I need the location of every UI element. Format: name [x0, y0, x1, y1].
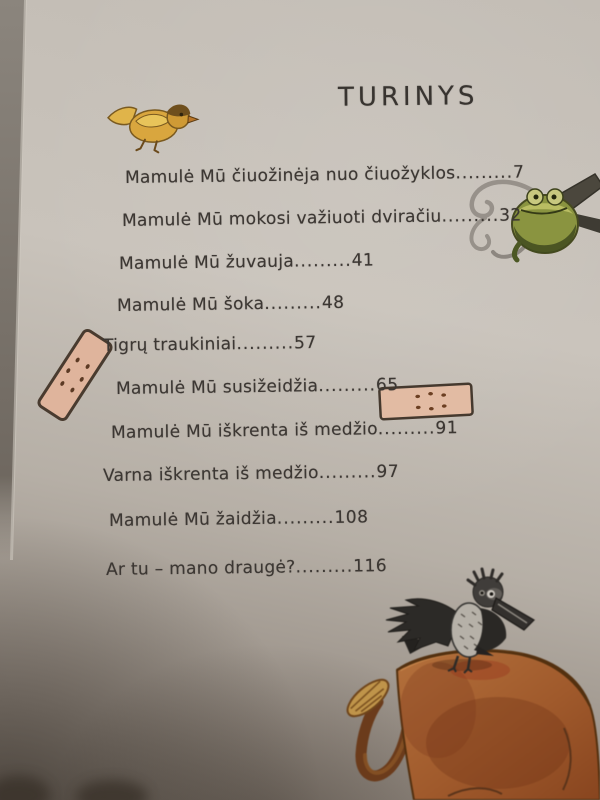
toc-entry-title: Varna iškrenta iš medžio: [102, 462, 319, 486]
toc-entry-page: 116: [353, 556, 388, 577]
toc-entry-title: Ar tu – mano draugė?: [105, 557, 296, 580]
leader-dots: .........: [293, 250, 352, 272]
crow-on-cow-illustration: [328, 558, 600, 800]
leader-dots: .........: [377, 418, 436, 440]
toc-entry-title: Mamulė Mū žaidžia: [108, 508, 277, 531]
toc-entry: [116, 375, 399, 399]
leader-dots: .........: [318, 375, 377, 397]
toc-entry: [111, 418, 458, 443]
cow-body: [397, 650, 600, 800]
toc-entry-title: Mamulė Mū čiuožinėja nuo čiuožyklos: [124, 163, 456, 188]
toc-entry-page: 91: [435, 418, 459, 439]
crow-left-wing: [386, 599, 461, 650]
toc-entry-page: 108: [334, 507, 369, 528]
leader-dots: .........: [276, 507, 335, 529]
leader-dots: .........: [295, 556, 354, 578]
leader-dots: .........: [441, 205, 500, 227]
toc-entry-title: Mamulė Mū iškrenta iš medžio: [110, 419, 378, 443]
chick-beak: [188, 116, 198, 124]
toc-entry-page: 97: [376, 461, 400, 483]
toc-entry-title: Mamulė Mū žuvauja: [118, 251, 295, 274]
chick-illustration: [100, 83, 203, 156]
toc-entry: [106, 556, 387, 580]
toc-entry-title: Mamulė Mū susižeidžia: [115, 376, 319, 399]
toc-entry-page: 7: [512, 162, 525, 183]
contents-title: TURINYS: [337, 81, 479, 113]
toc-entry: [103, 462, 399, 486]
toc-entry-page: 57: [293, 333, 317, 354]
toc-entry-title: Mamulė Mū šoka: [116, 293, 265, 316]
leader-dots: .........: [455, 162, 514, 184]
toc-entry-title: Mamulė Mū mokosi važiuoti dviračiu: [121, 206, 442, 231]
leader-dots: .........: [264, 293, 323, 314]
blurred-foreground-shape: [76, 780, 148, 800]
toc-entry-page: 32: [499, 205, 522, 226]
leader-dots: .........: [236, 333, 295, 355]
toc-entry-page: 48: [321, 292, 345, 314]
blurred-foreground-shape: [0, 776, 50, 800]
leader-dots: .........: [318, 462, 377, 483]
toc-entry: [117, 293, 345, 316]
toc-entry-page: 65: [375, 375, 399, 396]
toc-entry-page: 41: [351, 250, 375, 271]
toc-entry: [103, 333, 317, 356]
toc-entry-title: Tigrų traukiniai: [102, 334, 237, 356]
toc-entry: [119, 250, 375, 274]
toc-entry: [109, 507, 369, 531]
